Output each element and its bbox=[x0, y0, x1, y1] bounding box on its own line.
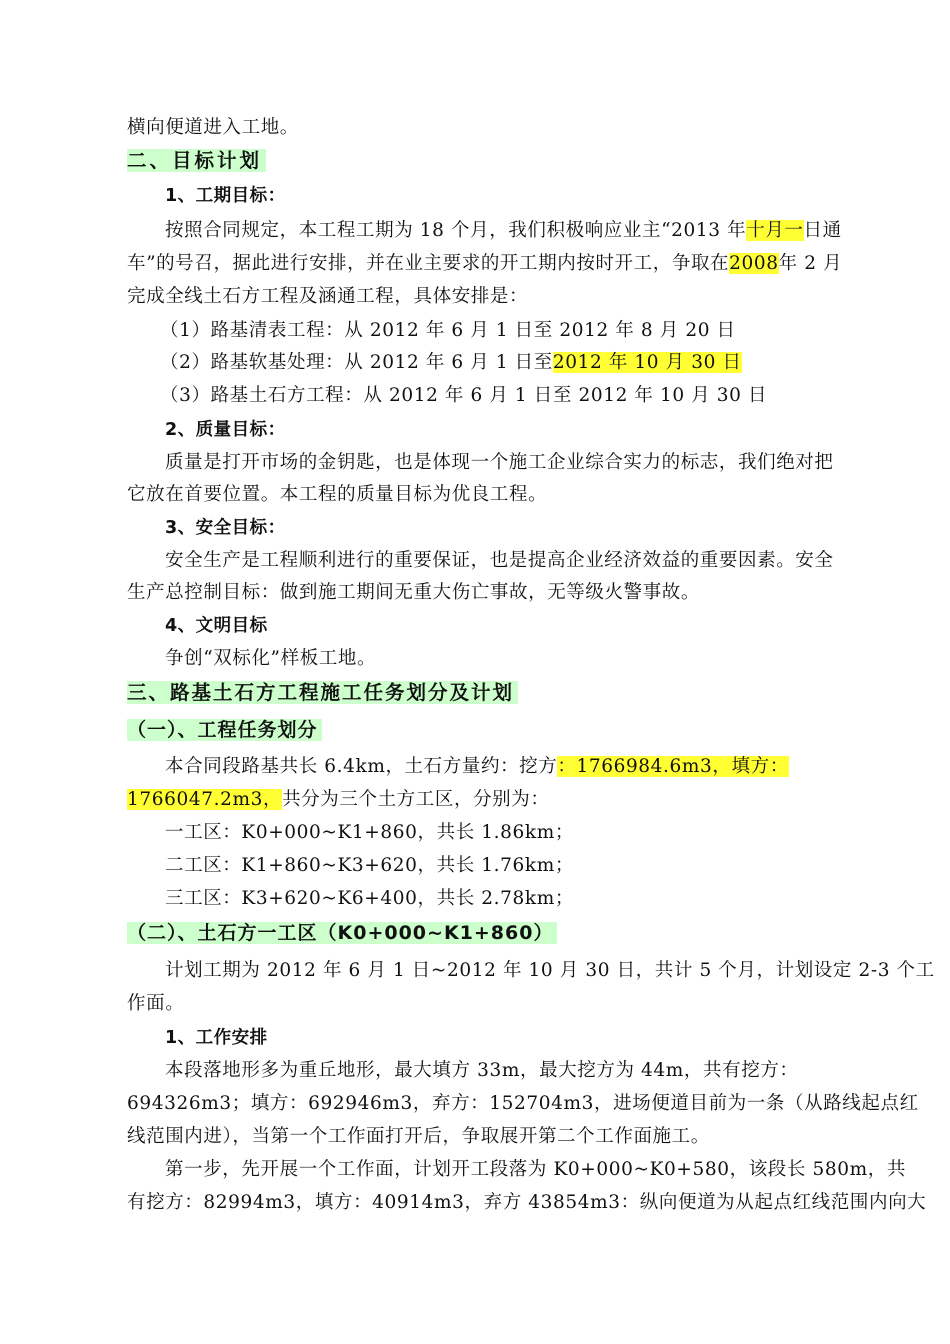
text-span: 年 2 月 bbox=[778, 253, 843, 274]
text-span: 按照合同规定，本工程工期为 18 个月，我们积极响应业主“2013 年 bbox=[165, 220, 747, 241]
paragraph-line: 横向便道进入工地。 bbox=[127, 117, 299, 138]
subheading-work-arrangement: 1、工作安排 bbox=[165, 1028, 268, 1048]
paragraph-line: 质量是打开市场的金钥匙，也是体现一个施工企业综合实力的标志，我们绝对把 bbox=[165, 452, 834, 473]
highlighted-text: 1766047.2m3， bbox=[127, 789, 283, 810]
paragraph-line: 计划工期为 2012 年 6 月 1 日~2012 年 10 月 30 日，共计 5 个月，计划设定 2-3 个工 bbox=[165, 960, 935, 981]
text-span: 共分为三个土方工区，分别为： bbox=[282, 789, 550, 810]
paragraph-line bbox=[165, 218, 842, 244]
paragraph-line: 安全生产是工程顺利进行的重要保证，也是提高企业经济效益的重要因素。安全 bbox=[165, 550, 834, 571]
text-span: （2）路基软基处理：从 2012 年 6 月 1 日至 bbox=[160, 352, 553, 373]
heading-highlight: （二）、土石方一工区（K0+000~K1+860） bbox=[127, 922, 557, 944]
subheading-schedule-goal: 1、工期目标： bbox=[165, 186, 286, 206]
subheading-quality-goal: 2、质量目标： bbox=[165, 420, 286, 440]
paragraph-line bbox=[165, 754, 789, 780]
paragraph-line bbox=[127, 787, 549, 813]
paragraph-line bbox=[127, 251, 842, 277]
list-item: 三工区：K3+620~K6+400，共长 2.78km； bbox=[165, 888, 574, 909]
paragraph-line: 完成全线土石方工程及涵通工程，具体安排是： bbox=[127, 286, 529, 307]
subheading-safety-goal: 3、安全目标： bbox=[165, 518, 286, 538]
list-item: 二工区：K1+860~K3+620，共长 1.76km； bbox=[165, 855, 574, 876]
paragraph-line: 本段落地形多为重丘地形，最大填方 33m，最大挖方为 44m，共有挖方： bbox=[165, 1060, 799, 1081]
list-item: （3）路基土石方工程：从 2012 年 6 月 1 日至 2012 年 10 月 30 日 bbox=[160, 385, 768, 406]
highlighted-text: 十月一 bbox=[746, 220, 804, 241]
paragraph-line: 线范围内进），当第一个工作面打开后，争取展开第二个工作面施工。 bbox=[127, 1126, 710, 1147]
paragraph-line: 作面。 bbox=[127, 993, 185, 1014]
heading-highlight: 二、目标计划 bbox=[127, 149, 266, 172]
text-span: 车”的号召，据此进行安排，并在业主要求的开工期内按时开工，争取在 bbox=[127, 253, 730, 274]
section-heading-tasks bbox=[127, 680, 518, 706]
list-item: （1）路基清表工程：从 2012 年 6 月 1 日至 2012 年 8 月 20 日 bbox=[160, 320, 736, 341]
highlighted-text: 2012 年 10 月 30 日 bbox=[552, 352, 742, 373]
paragraph-line: 它放在首要位置。本工程的质量目标为优良工程。 bbox=[127, 484, 548, 505]
paragraph-line: 694326m3；填方：692946m3，弃方：152704m3，进场便道目前为一条（从路线起点红 bbox=[127, 1093, 919, 1114]
highlighted-text: 2008 bbox=[729, 253, 779, 274]
subsection-heading-zone-one bbox=[127, 920, 557, 946]
subheading-civilization-goal: 4、文明目标 bbox=[165, 616, 268, 636]
paragraph-line: 生产总控制目标：做到施工期间无重大伤亡事故，无等级火警事故。 bbox=[127, 582, 701, 603]
text-span: 日通 bbox=[803, 220, 842, 241]
text-span: 本合同段路基共长 6.4km，土石方量约：挖方 bbox=[165, 756, 558, 777]
paragraph-line: 有挖方：82994m3，填方：40914m3，弃方 43854m3：纵向便道为从起点红线范围内向大 bbox=[127, 1192, 927, 1213]
paragraph-line: 第一步，先开展一个工作面，计划开工段落为 K0+000~K0+580，该段长 580m，共 bbox=[165, 1159, 906, 1180]
section-heading-goals bbox=[127, 148, 266, 174]
highlighted-text: ：1766984.6m3，填方： bbox=[557, 756, 789, 777]
subsection-heading-task-division bbox=[127, 717, 322, 743]
heading-highlight: （一）、工程任务划分 bbox=[127, 719, 322, 741]
heading-highlight: 三、路基土石方工程施工任务划分及计划 bbox=[127, 681, 518, 704]
paragraph-line: 争创“双标化”样板工地。 bbox=[165, 648, 377, 669]
list-item: 一工区：K0+000~K1+860，共长 1.86km； bbox=[165, 822, 574, 843]
list-item bbox=[160, 350, 742, 376]
